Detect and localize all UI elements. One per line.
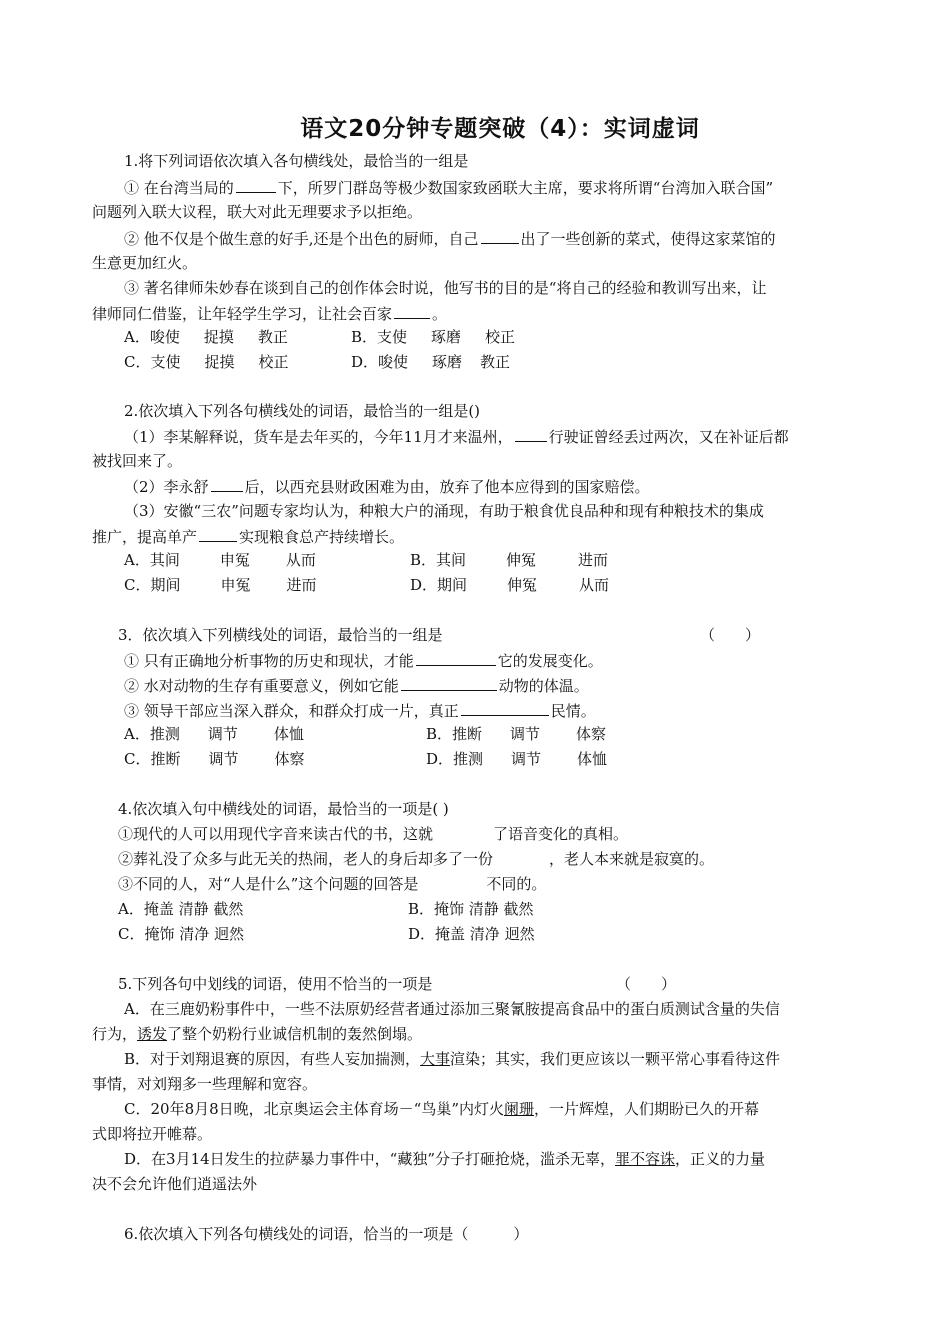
q1-s2-text-a: ② 他不仅是个做生意的好手,还是个出色的厨师，自己	[124, 230, 479, 248]
q1-sentence-1	[124, 177, 773, 198]
q5-b-text-3: 渲染；其实，我们更应该以一颗平常心事看待这件	[450, 1050, 781, 1068]
q2-sentence-2	[124, 476, 650, 497]
q1-option-b	[351, 327, 515, 347]
q5-option-c	[124, 1099, 759, 1119]
q4-sentence-1	[118, 824, 628, 844]
opt-word: 校正	[258, 353, 289, 371]
opt-word: 琢磨	[431, 328, 462, 346]
q2-s3-text-c: 实现粮食总产持续增长。	[239, 528, 405, 546]
opt-word: D．期间	[410, 576, 468, 594]
q2-sentence-3-cont	[92, 526, 404, 547]
blank	[199, 526, 237, 542]
opt-word: 校正	[485, 328, 516, 346]
q2-s1-text-a: （1）李某解释说，货车是去年买的，今年11月才来温州，	[124, 428, 513, 446]
q1-s3-text-c: 。	[432, 305, 448, 323]
opt-word: 体恤	[273, 725, 304, 743]
q3-option-c	[124, 749, 305, 769]
q1-s1-text-a: ① 在台湾当局的	[124, 179, 234, 197]
q5-stem: 5.下列各句中划线的词语，使用不恰当的一项是	[118, 975, 433, 993]
q4-option-a: A．掩盖 清静 截然	[118, 900, 244, 918]
opt-word: D．唆使	[351, 353, 409, 371]
q2-s3-text-b: 推广，提高单产	[92, 528, 198, 546]
opt-word: 进而	[578, 551, 609, 569]
opt-word: 琢磨	[432, 353, 463, 371]
q5-option-d	[124, 1149, 765, 1169]
opt-word: A．推测	[124, 725, 180, 743]
opt-word: C．期间	[124, 576, 181, 594]
opt-word: 从而	[579, 576, 610, 594]
q3-option-b	[426, 724, 606, 744]
q4-s3-text-a: ③不同的人，对“人是什么”这个问题的回答是	[118, 875, 419, 893]
q6-stem: 6.依次填入下列各句横线处的词语，恰当的一项是（ ）	[124, 1225, 529, 1243]
q5-c-underlined-word: 阑珊	[504, 1100, 535, 1118]
q5-d-underlined-word: 罪不容诛	[615, 1150, 676, 1168]
opt-word: C．支使	[124, 353, 181, 371]
q5-a-text-1: 行为，	[92, 1025, 138, 1043]
q4-s1-text-a: ①现代的人可以用现代字音来读古代的书，这就	[118, 825, 434, 843]
q4-stem: 4.依次填入句中横线处的词语，最恰当的一项是( )	[118, 800, 449, 818]
blank	[416, 650, 496, 666]
q1-sentence-2	[124, 228, 776, 249]
blank	[401, 675, 497, 691]
q5-option-b-cont: 事情，对刘翔多一些理解和宽容。	[92, 1075, 318, 1093]
q1-option-c	[124, 352, 289, 372]
q5-b-underlined-word: 大事	[420, 1050, 451, 1068]
opt-word: C．推断	[124, 750, 181, 768]
opt-word: 体察	[576, 725, 607, 743]
q2-sentence-1-cont: 被找回来了。	[92, 452, 183, 470]
opt-word: B．其间	[410, 551, 467, 569]
opt-word: 调节	[511, 750, 542, 768]
blank	[481, 228, 519, 244]
opt-word: 进而	[286, 576, 317, 594]
q5-option-c-cont: 式即将拉开帷幕。	[92, 1125, 213, 1143]
q2-s2-text-a: （2）李永舒	[124, 478, 209, 496]
q3-stem: 3．依次填入下列横线处的词语，最恰当的一组是	[118, 626, 443, 644]
blank	[236, 177, 276, 193]
q2-option-a	[124, 550, 316, 570]
opt-word: 体恤	[577, 750, 608, 768]
q3-answer-paren: （ ）	[700, 626, 761, 644]
blank	[394, 303, 430, 319]
q5-c-text-1: C．20年8月8日晚，北京奥运会主体育场－“鸟巢”内灯火	[124, 1100, 504, 1118]
q1-s2-text-b: 出了一些创新的菜式，使得这家菜馆的	[520, 230, 776, 248]
opt-word: 教正	[480, 353, 511, 371]
page-title: 语文20分钟专题突破（4）：实词虚词	[300, 116, 700, 142]
q4-option-b: B．掩饰 清静 截然	[408, 900, 534, 918]
q5-option-b	[124, 1049, 780, 1069]
q4-s2-text-b: ，老人本来就是寂寞的。	[549, 850, 715, 868]
opt-word: D．推测	[426, 750, 484, 768]
q2-s1-text-b: 行驶证曾经丢过两次，又在补证后都	[548, 428, 789, 446]
q5-a-text-3: 了整个奶粉行业诚信机制的轰然倒塌。	[167, 1025, 423, 1043]
q1-s3-text-b: 律师同仁借鉴，让年轻学生学习，让社会百家	[92, 305, 393, 323]
blank	[211, 476, 243, 492]
q1-stem: 1.将下列词语依次填入各句横线处，最恰当的一组是	[124, 152, 469, 170]
q2-option-c	[124, 575, 317, 595]
q1-s1-text-b: 下，所罗门群岛等极少数国家致函联大主席，要求将所谓“台湾加入联合国”	[277, 179, 774, 197]
q5-answer-paren: （ ）	[616, 975, 677, 993]
q5-option-d-cont: 决不会允许他们逍遥法外	[92, 1175, 258, 1193]
q5-option-a: A．在三鹿奶粉事件中，一些不法原奶经营者通过添加三聚氰胺提高食品中的蛋白质测试含量的失信	[124, 1000, 780, 1018]
opt-word: 伸冤	[507, 576, 538, 594]
opt-word: 调节	[207, 725, 238, 743]
q4-option-d: D．掩盖 清净 迥然	[408, 925, 535, 943]
q4-s2-text-a: ②葬礼没了众多与此无关的热闹，老人的身后却多了一份	[118, 850, 494, 868]
opt-word: 捉摸	[204, 353, 235, 371]
q1-option-a	[124, 327, 288, 347]
q4-option-c: C．掩饰 清净 迥然	[118, 925, 245, 943]
opt-word: 调节	[510, 725, 541, 743]
q3-option-d	[426, 749, 607, 769]
q2-sentence-1	[124, 426, 789, 447]
q5-d-text-3: ，正义的力量	[675, 1150, 766, 1168]
opt-word: 申冤	[220, 576, 251, 594]
q2-s2-text-b: 后，以西充县财政困难为由，放弃了他本应得到的国家赔偿。	[244, 478, 650, 496]
q5-c-text-3: ，一片辉煌，人们期盼已久的开幕	[534, 1100, 760, 1118]
q4-sentence-3	[118, 874, 546, 894]
opt-word: 捉摸	[203, 328, 234, 346]
q3-option-a	[124, 724, 304, 744]
q3-s2-text-a: ② 水对动物的生存有重要意义，例如它能	[124, 677, 399, 695]
q5-a-underlined-word: 诱发	[137, 1025, 168, 1043]
q1-option-d	[351, 352, 510, 372]
opt-word: B．支使	[351, 328, 408, 346]
opt-word: 伸冤	[506, 551, 537, 569]
q2-sentence-3: （3）安徽“三农”问题专家均认为，种粮大户的涌现，有助于粮食优良品种和现有种粮技术的集成	[124, 502, 764, 520]
opt-word: 调节	[208, 750, 239, 768]
q3-sentence-2	[124, 675, 589, 696]
opt-word: 教正	[257, 328, 288, 346]
q1-sentence-3-cont	[92, 303, 447, 324]
opt-word: 申冤	[219, 551, 250, 569]
q3-sentence-3	[124, 700, 596, 721]
opt-word: 体察	[274, 750, 305, 768]
opt-word: A．唆使	[124, 328, 180, 346]
opt-word: A．其间	[124, 551, 180, 569]
q4-sentence-2	[118, 849, 714, 869]
q1-sentence-1-cont: 问题列入联大议程，联大对此无理要求予以拒绝。	[92, 203, 423, 221]
opt-word: B．推断	[426, 725, 483, 743]
q3-s1-text-a: ① 只有正确地分析事物的历史和现状，才能	[124, 652, 414, 670]
opt-word: 从而	[285, 551, 316, 569]
q3-s3-text-b: 民情。	[550, 702, 596, 720]
q4-s3-text-b: 不同的。	[486, 875, 547, 893]
q1-sentence-3: ③ 著名律师朱妙春在谈到自己的创作体会时说，他写书的目的是“将自己的经验和教训写出来，让	[124, 279, 767, 297]
blank	[515, 426, 547, 442]
q5-b-text-1: B．对于刘翔退赛的原因，有些人妄加揣测，	[124, 1050, 421, 1068]
q4-s1-text-b: 了语音变化的真相。	[493, 825, 629, 843]
q2-option-b	[410, 550, 608, 570]
q1-sentence-2-cont: 生意更加红火。	[92, 254, 198, 272]
q5-d-text-1: D．在3月14日发生的拉萨暴力事件中，“藏独”分子打砸抢烧，滥杀无辜，	[124, 1150, 615, 1168]
q5-option-a-cont	[92, 1024, 422, 1044]
q2-option-d	[410, 575, 609, 595]
q2-stem: 2.依次填入下列各句横线处的词语，最恰当的一组是()	[124, 402, 481, 420]
q3-s2-text-b: 动物的体温。	[498, 677, 589, 695]
q3-s3-text-a: ③ 领导干部应当深入群众，和群众打成一片，真正	[124, 702, 459, 720]
q3-s1-text-b: 它的发展变化。	[497, 652, 603, 670]
blank	[461, 700, 549, 716]
q3-sentence-1	[124, 650, 603, 671]
